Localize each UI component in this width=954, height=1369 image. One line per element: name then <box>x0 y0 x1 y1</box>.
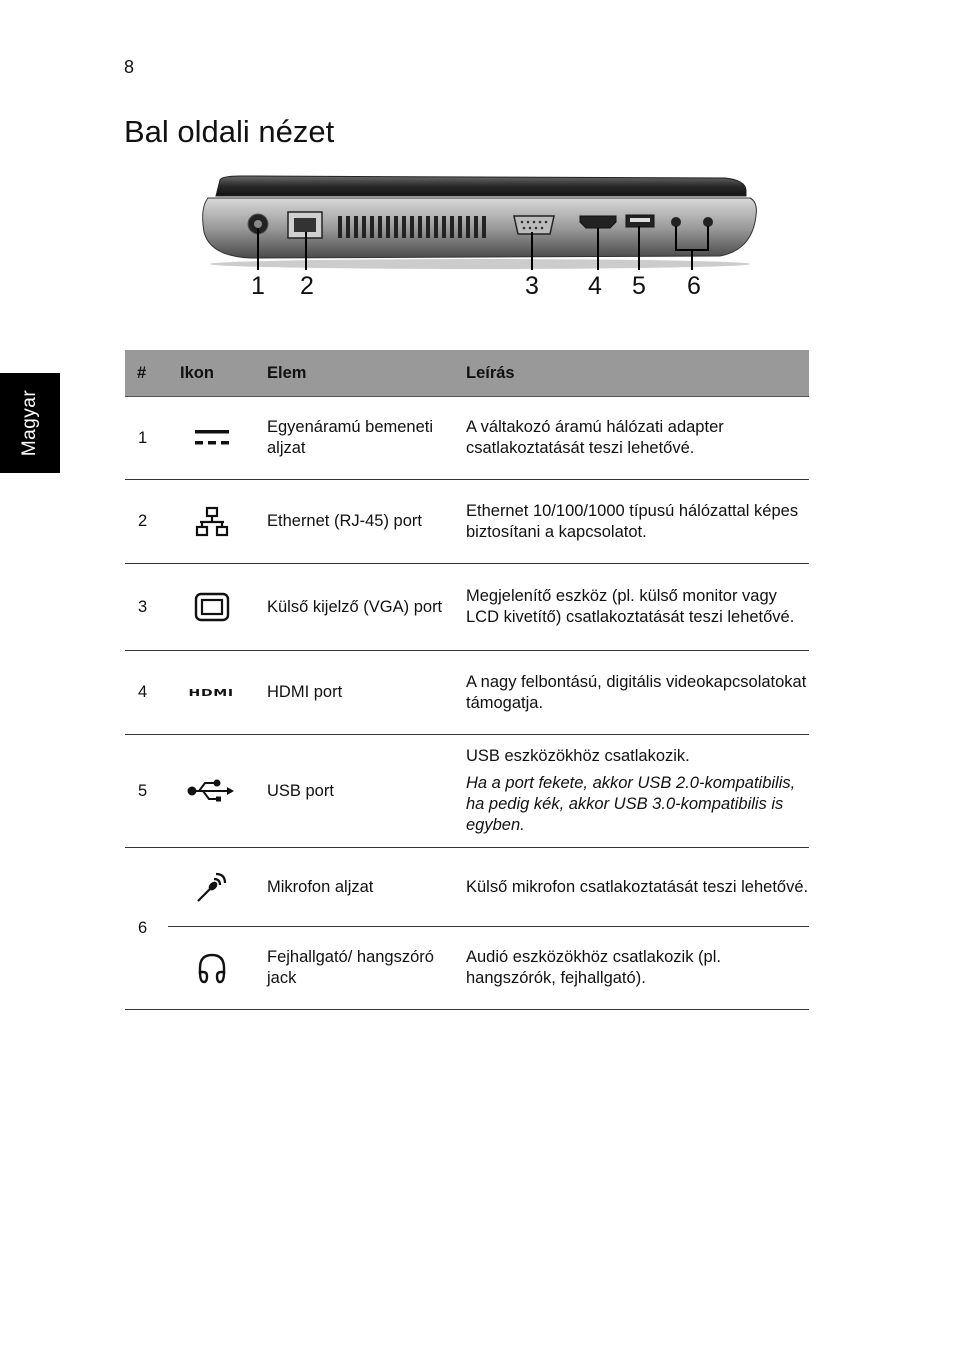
icon-cell <box>168 927 255 1010</box>
row-desc: Audió eszközökhöz csatlakozik (pl. hangszórók, fejhallgató). <box>454 927 809 1010</box>
header-icon: Ikon <box>168 350 255 397</box>
page-title: Bal oldali nézet <box>124 114 335 149</box>
icon-cell <box>168 397 255 480</box>
table-row <box>125 848 809 927</box>
table-row <box>125 735 809 848</box>
headphone-icon <box>195 950 229 986</box>
callout-1: 1 <box>251 272 265 300</box>
row-item: Egyenáramú bemeneti aljzat <box>255 397 454 480</box>
row-num: 1 <box>125 397 168 480</box>
row-num: 5 <box>125 735 168 848</box>
callout-lines <box>180 172 760 272</box>
header-num: # <box>125 350 168 397</box>
row-item: USB port <box>255 735 454 848</box>
dc-in-icon <box>193 426 231 450</box>
page-number: 8 <box>124 57 135 77</box>
table-row <box>125 480 809 564</box>
icon-cell <box>168 735 255 848</box>
row-num: 6 <box>125 848 168 1010</box>
table-row <box>125 564 809 651</box>
callout-2: 2 <box>300 272 314 300</box>
icon-cell <box>168 651 255 735</box>
header-item: Elem <box>255 350 454 397</box>
callout-4: 4 <box>588 272 602 300</box>
row-note: Ha a port fekete, akkor USB 2.0-kompatibilis, ha pedig kék, akkor USB 3.0-kompatibilis is egyben. <box>466 774 796 834</box>
row-item: Külső kijelző (VGA) port <box>255 564 454 651</box>
microphone-icon <box>194 869 230 905</box>
row-num: 3 <box>125 564 168 651</box>
hdmi-icon: HDMI <box>188 688 235 699</box>
row-num: 4 <box>125 651 168 735</box>
callout-3: 3 <box>525 272 539 300</box>
callout-6: 6 <box>687 272 701 300</box>
icon-cell <box>168 848 255 927</box>
row-desc-cell <box>454 735 809 848</box>
icon-cell <box>168 564 255 651</box>
ports-table <box>125 350 809 1010</box>
table-row <box>125 397 809 480</box>
ethernet-icon <box>194 506 230 538</box>
vga-icon <box>194 592 230 622</box>
row-desc: Külső mikrofon csatlakoztatását teszi lehetővé. <box>454 848 809 927</box>
row-item: HDMI port <box>255 651 454 735</box>
callout-5: 5 <box>632 272 646 300</box>
row-desc: A nagy felbontású, digitális videokapcsolatokat támogatja. <box>454 651 809 735</box>
row-desc: Ethernet 10/100/1000 típusú hálózattal képes biztosítani a kapcsolatot. <box>454 480 809 564</box>
row-item: Mikrofon aljzat <box>255 848 454 927</box>
row-item: Fejhallgató/ hangszóró jack <box>255 927 454 1010</box>
table-row <box>125 927 809 1010</box>
row-desc: USB eszközökhöz csatlakozik. <box>466 747 690 765</box>
row-num: 2 <box>125 480 168 564</box>
header-desc: Leírás <box>454 350 809 397</box>
side-tab-label: Magyar <box>19 389 40 457</box>
row-item: Ethernet (RJ-45) port <box>255 480 454 564</box>
row-desc: Megjelenítő eszköz (pl. külső monitor vagy LCD kivetítő) csatlakoztatását teszi lehetővé. <box>454 564 809 651</box>
language-side-tab <box>0 373 60 473</box>
icon-cell <box>168 480 255 564</box>
row-desc: A váltakozó áramú hálózati adapter csatlakoztatását teszi lehetővé. <box>454 397 809 480</box>
table-header-row <box>125 350 809 397</box>
table-row <box>125 651 809 735</box>
usb-icon <box>187 778 237 804</box>
